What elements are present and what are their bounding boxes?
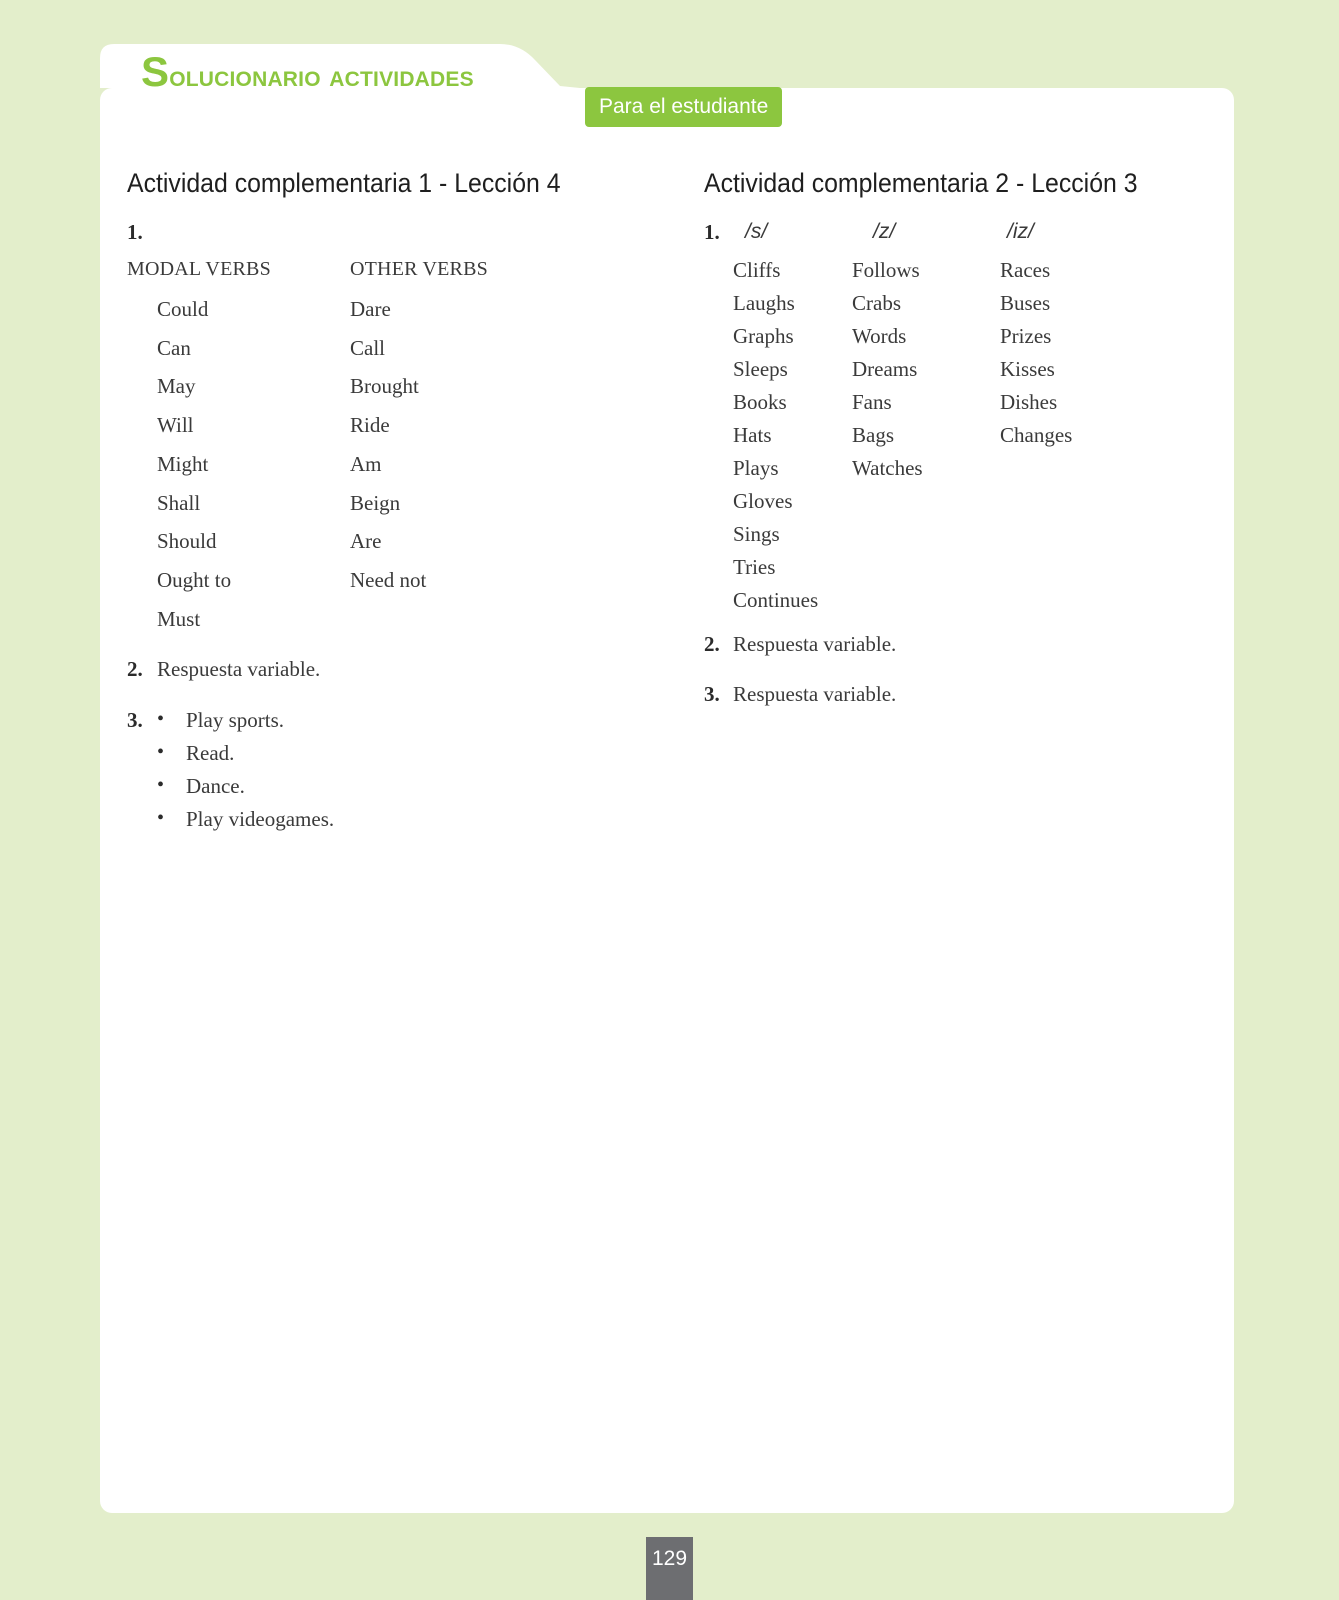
item-number: 2. bbox=[127, 657, 143, 681]
word-z: Bags bbox=[852, 423, 894, 447]
bullet-icon: • bbox=[157, 807, 165, 829]
phoneme-z-header: /z/ bbox=[873, 220, 896, 243]
modal-verb: Ought to bbox=[157, 568, 232, 592]
word-z: Watches bbox=[852, 456, 923, 480]
item-number: 1. bbox=[704, 220, 720, 244]
other-verbs-header: OTHER VERBS bbox=[350, 258, 488, 280]
phoneme-s-header: /s/ bbox=[745, 220, 768, 243]
word-s: Cliffs bbox=[733, 258, 781, 282]
other-verb: Am bbox=[350, 452, 382, 476]
bullet-text: Dance. bbox=[186, 774, 245, 798]
other-verb: Dare bbox=[350, 297, 391, 321]
word-s: Laughs bbox=[733, 291, 795, 315]
word-z: Crabs bbox=[852, 291, 901, 315]
section-title-activity-2: Actividad complementaria 2 - Lección 3 bbox=[704, 168, 1138, 198]
page-card bbox=[100, 88, 1234, 1513]
word-iz: Prizes bbox=[1000, 324, 1052, 348]
modal-verb: May bbox=[157, 374, 196, 398]
bullet-text: Read. bbox=[186, 741, 235, 765]
other-verb: Brought bbox=[350, 374, 419, 398]
word-iz: Kisses bbox=[1000, 357, 1055, 381]
section-title-activity-1: Actividad complementaria 1 - Lección 4 bbox=[127, 168, 561, 198]
word-z: Words bbox=[852, 324, 907, 348]
word-s: Plays bbox=[733, 456, 779, 480]
word-z: Fans bbox=[852, 390, 892, 414]
word-s: Tries bbox=[733, 555, 776, 579]
item-number: 3. bbox=[127, 708, 143, 732]
student-badge: Para el estudiante bbox=[585, 87, 782, 127]
word-iz: Dishes bbox=[1000, 390, 1058, 414]
word-iz: Buses bbox=[1000, 291, 1051, 315]
other-verb: Beign bbox=[350, 491, 401, 515]
other-verb: Are bbox=[350, 529, 382, 553]
bullet-icon: • bbox=[157, 741, 165, 763]
modal-verb: Shall bbox=[157, 491, 201, 515]
word-s: Sings bbox=[733, 522, 780, 546]
item-number: 2. bbox=[704, 632, 720, 656]
modal-verb: Will bbox=[157, 413, 194, 437]
word-s: Graphs bbox=[733, 324, 794, 348]
word-s: Continues bbox=[733, 588, 819, 612]
bullet-icon: • bbox=[157, 708, 165, 730]
word-s: Sleeps bbox=[733, 357, 788, 381]
page-title: Solucionario actividades bbox=[141, 48, 474, 95]
bullet-text: Play sports. bbox=[186, 708, 285, 732]
other-verb: Ride bbox=[350, 413, 390, 437]
bullet-icon: • bbox=[157, 774, 165, 796]
answer-text: Respuesta variable. bbox=[733, 632, 897, 656]
answer-text: Respuesta variable. bbox=[733, 682, 897, 706]
item-number: 1. bbox=[127, 220, 143, 244]
word-s: Hats bbox=[733, 423, 772, 447]
modal-verb: Can bbox=[157, 336, 191, 360]
word-s: Books bbox=[733, 390, 787, 414]
other-verb: Call bbox=[350, 336, 385, 360]
word-z: Dreams bbox=[852, 357, 918, 381]
page-number: 129 bbox=[646, 1537, 693, 1600]
modal-verb: Might bbox=[157, 452, 209, 476]
modal-verb: Could bbox=[157, 297, 209, 321]
word-iz: Races bbox=[1000, 258, 1051, 282]
answer-text: Respuesta variable. bbox=[157, 657, 321, 681]
bullet-text: Play videogames. bbox=[186, 807, 335, 831]
modal-verb: Should bbox=[157, 529, 217, 553]
word-iz: Changes bbox=[1000, 423, 1073, 447]
modal-verb: Must bbox=[157, 607, 201, 631]
other-verb: Need not bbox=[350, 568, 427, 592]
word-z: Follows bbox=[852, 258, 920, 282]
word-s: Gloves bbox=[733, 489, 793, 513]
phoneme-iz-header: /iz/ bbox=[1007, 220, 1034, 243]
item-number: 3. bbox=[704, 682, 720, 706]
modal-verbs-header: MODAL VERBS bbox=[127, 258, 271, 280]
